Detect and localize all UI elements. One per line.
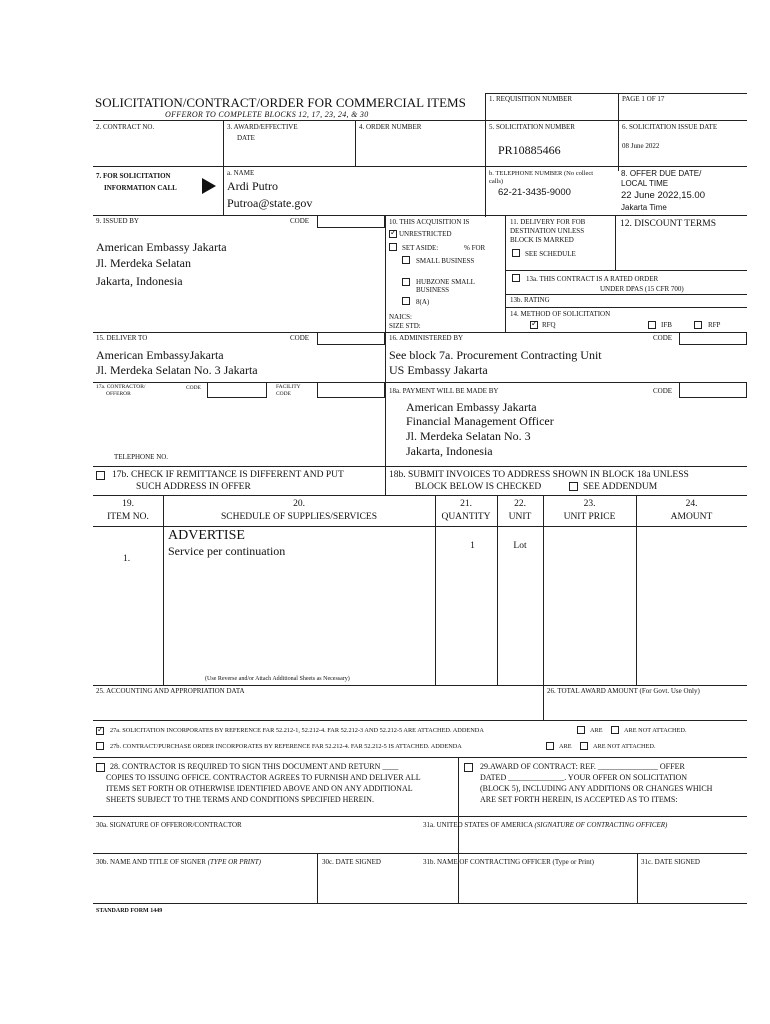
- deliver-to-line1: American EmbassyJakarta: [96, 348, 224, 362]
- telephone-label: b. TELEPHONE NUMBER (No collect: [489, 170, 594, 177]
- clause-27a-checkbox[interactable]: [96, 727, 104, 735]
- block-29-line2: DATED ______________. YOUR OFFER ON SOLICITATION: [480, 773, 688, 782]
- see-schedule-label: SEE SCHEDULE: [525, 250, 576, 258]
- set-aside-label: SET ASIDE:: [402, 244, 439, 252]
- deliver-to-code-label: CODE: [290, 334, 310, 342]
- payment-code-label: CODE: [653, 387, 673, 395]
- solicitation-info-label: 7. FOR SOLICITATION: [96, 172, 171, 180]
- date-signed-label: 30c. DATE SIGNED: [322, 858, 381, 866]
- item-unit: Lot: [513, 541, 527, 551]
- contractor-code-label: CODE: [186, 385, 201, 391]
- col-quantity-label: QUANTITY: [441, 512, 491, 522]
- name-label: a. NAME: [227, 169, 255, 177]
- item-number: 1.: [123, 554, 131, 564]
- block-29-line1: 29.AWARD OF CONTRACT: REF. _______________ OFFER: [480, 762, 685, 771]
- clause-27a-are-not-label: ARE NOT ATTACHED.: [624, 727, 687, 734]
- offer-due-label: 8. OFFER DUE DATE/: [621, 169, 702, 178]
- clause-27a-are-checkbox[interactable]: [577, 726, 585, 734]
- signer-name-label: [96, 859, 261, 867]
- payment-label: 18a. PAYMENT WILL BE MADE BY: [389, 387, 499, 395]
- telephone-label-2: calls): [489, 178, 504, 185]
- form-title: SOLICITATION/CONTRACT/ORDER FOR COMMERCIAL ITEMS: [95, 95, 466, 110]
- see-schedule-checkbox[interactable]: [512, 249, 520, 257]
- rated-order-checkbox[interactable]: [512, 274, 520, 282]
- contractor-label-2: OFFEROR: [106, 391, 131, 397]
- issued-by-code-label: CODE: [290, 217, 310, 225]
- col-amount-num: 24.: [685, 499, 698, 509]
- hubzone-checkbox[interactable]: [402, 278, 410, 286]
- deliver-to-label: 15. DELIVER TO: [96, 334, 148, 342]
- block-28-line4: SHEETS SUBJECT TO THE TERMS AND CONDITIONS SPECIFIED HEREIN.: [106, 795, 374, 804]
- item-quantity: 1: [470, 541, 475, 551]
- col-schedule-label: SCHEDULE OF SUPPLIES/SERVICES: [220, 512, 378, 522]
- rfq-checkbox[interactable]: [530, 321, 538, 329]
- block-28-line2: COPIES TO ISSUING OFFICE. CONTRACTOR AGREES TO FURNISH AND DELIVER ALL: [106, 773, 421, 782]
- rating-label: 13b. RATING: [510, 296, 550, 304]
- remittance-checkbox[interactable]: [96, 471, 105, 480]
- delivery-label: 11. DELIVERY FOR FOB: [510, 218, 586, 226]
- col-unit-price-num: 23.: [583, 499, 596, 509]
- contractor-label: 17a. CONTRACTOR/: [96, 384, 146, 390]
- administered-code-field[interactable]: [679, 332, 747, 345]
- issued-by-line3: Jakarta, Indonesia: [96, 274, 183, 288]
- submit-invoices-label: 18b. SUBMIT INVOICES TO ADDRESS SHOWN IN BLOCK 18a UNLESS: [389, 470, 689, 480]
- see-addendum-label: SEE ADDENDUM: [583, 482, 658, 492]
- rated-order-label-2: UNDER DPAS (15 CFR 700): [600, 285, 684, 293]
- signer-name-prefix: 30b. NAME AND TITLE OF SIGNER: [96, 858, 206, 866]
- telephone-value: 62-21-3435-9000: [498, 187, 571, 198]
- percent-for-label: % FOR: [464, 244, 486, 252]
- submit-invoices-label-2: BLOCK BELOW IS CHECKED: [415, 482, 542, 492]
- rated-order-label: 13a. THIS CONTRACT IS A RATED ORDER: [526, 275, 659, 283]
- block-29-checkbox[interactable]: [464, 763, 473, 772]
- total-award-label: 26. TOTAL AWARD AMOUNT (For Govt. Use Only): [547, 687, 700, 695]
- method-label: 14. METHOD OF SOLICITATION: [510, 310, 611, 318]
- issue-date-value: 08 June 2022: [622, 142, 660, 150]
- item-title: ADVERTISE: [168, 528, 245, 543]
- clause-27b-checkbox[interactable]: [96, 742, 104, 750]
- issued-by-line1: American Embassy Jakarta: [96, 240, 227, 254]
- signature-us-label: [423, 822, 667, 830]
- remittance-label-2: SUCH ADDRESS IN OFFER: [136, 482, 251, 492]
- award-date-label-2: DATE: [237, 134, 255, 142]
- rfp-label: RFP: [708, 321, 721, 329]
- block-28-line3: ITEMS SET FORTH OR OTHERWISE IDENTIFIED ABOVE AND ON ANY ADDITIONAL: [106, 784, 413, 793]
- contact-name: Ardi Putro: [227, 179, 278, 193]
- payment-line4: Jakarta, Indonesia: [406, 444, 493, 458]
- eight-a-label: 8(A): [416, 298, 430, 306]
- hubzone-label-2: BUSINESS: [416, 286, 450, 294]
- set-aside-checkbox[interactable]: [389, 243, 397, 251]
- unrestricted-label: UNRESTRICTED: [399, 230, 452, 238]
- contact-email[interactable]: Putroa@state.gov: [227, 196, 313, 210]
- col-item-num: 19.: [122, 499, 134, 509]
- signature-offeror-label: 30a. SIGNATURE OF OFFEROR/CONTRACTOR: [96, 821, 242, 829]
- block-29-line4: ARE SET FORTH HEREIN, IS ACCEPTED AS TO ITEMS:: [480, 795, 678, 804]
- clause-27b-are-label: ARE: [559, 743, 572, 750]
- clause-27b-are-not-label: ARE NOT ATTACHED.: [593, 743, 656, 750]
- payment-line3: Jl. Merdeka Selatan No. 3: [406, 429, 531, 443]
- discount-terms-label: 12. DISCOUNT TERMS: [620, 219, 716, 229]
- form-number: STANDARD FORM 1449: [96, 908, 163, 914]
- administered-code-label: CODE: [653, 334, 673, 342]
- size-std-label: SIZE STD:: [389, 322, 421, 330]
- rfp-checkbox[interactable]: [694, 321, 702, 329]
- facility-code-field[interactable]: [317, 382, 385, 398]
- administered-line2: US Embassy Jakarta: [389, 363, 488, 377]
- naics-label: NAICS:: [389, 313, 412, 321]
- col-quantity-num: 21.: [460, 499, 472, 509]
- solicitation-number-label: 5. SOLICITATION NUMBER: [489, 123, 575, 131]
- rfq-label: RFQ: [542, 321, 556, 329]
- offer-due-time: Jakarta Time: [621, 203, 667, 212]
- see-addendum-checkbox[interactable]: [569, 482, 578, 491]
- payment-line1: American Embassy Jakarta: [406, 400, 537, 414]
- requisition-number-label: 1. REQUISITION NUMBER: [489, 95, 573, 103]
- col-schedule-num: 20.: [293, 499, 305, 509]
- officer-date-signed-label: 31c. DATE SIGNED: [641, 858, 700, 866]
- acquisition-label: 10. THIS ACQUISITION IS: [389, 218, 470, 226]
- administered-by-label: 16. ADMINISTERED BY: [389, 334, 464, 342]
- award-date-label: 3. AWARD/EFFECTIVE: [227, 123, 298, 131]
- form-subtitle: OFFEROR TO COMPLETE BLOCKS 12, 17, 23, 24, & 30: [165, 110, 369, 119]
- deliver-to-line2: Jl. Merdeka Selatan No. 3 Jakarta: [96, 363, 258, 377]
- page-count: PAGE 1 OF 17: [622, 95, 665, 103]
- issued-by-label: 9. ISSUED BY: [96, 217, 139, 225]
- col-unit-label: UNIT: [508, 512, 532, 522]
- remittance-label: 17b. CHECK IF REMITTANCE IS DIFFERENT AND PUT: [112, 470, 344, 480]
- block-28-checkbox[interactable]: [96, 763, 105, 772]
- payment-code-field[interactable]: [679, 382, 747, 398]
- telephone-no-label: TELEPHONE NO.: [114, 453, 169, 461]
- ifb-checkbox[interactable]: [648, 321, 656, 329]
- clause-27b-text: 27b. CONTRACT/PURCHASE ORDER INCORPORATES BY REFERENCE FAR 52.212-4. FAR 52.212-5 IS ATTACHED. ADDENDA: [110, 743, 462, 750]
- delivery-label-2: DESTINATION UNLESS: [510, 227, 585, 235]
- clause-27b-are-not-checkbox[interactable]: [580, 742, 588, 750]
- clause-27a-are-label: ARE: [590, 727, 603, 734]
- col-item-label: ITEM NO.: [107, 512, 149, 522]
- order-number-label: 4. ORDER NUMBER: [359, 123, 422, 131]
- arrow-right-icon: [202, 178, 216, 194]
- issued-by-code-field[interactable]: [317, 215, 385, 228]
- schedule-footnote: (Use Reverse and/or Attach Additional Sheets as Necessary): [205, 676, 350, 682]
- facility-code-label: FACILITY: [276, 384, 301, 390]
- offer-due-label-2: LOCAL TIME: [621, 179, 669, 188]
- accounting-label: 25. ACCOUNTING AND APPROPRIATION DATA: [96, 687, 245, 695]
- signer-name-italic: (TYPE OR PRINT): [207, 858, 261, 866]
- administered-line1: See block 7a. Procurement Contracting Unit: [389, 348, 602, 362]
- small-business-checkbox[interactable]: [402, 256, 410, 264]
- signature-us-italic: (SIGNATURE OF CONTRACTING OFFICER): [534, 821, 668, 829]
- item-description: Service per continuation: [168, 544, 286, 558]
- small-business-label: SMALL BUSINESS: [416, 257, 475, 265]
- delivery-label-3: BLOCK IS MARKED: [510, 236, 574, 244]
- facility-code-label-2: CODE: [276, 391, 291, 397]
- eight-a-checkbox[interactable]: [402, 297, 410, 305]
- solicitation-number-value: PR10885466: [498, 143, 561, 157]
- clause-27a-are-not-checkbox[interactable]: [611, 726, 619, 734]
- issue-date-label: 6. SOLICITATION ISSUE DATE: [622, 123, 718, 131]
- unrestricted-checkbox[interactable]: [389, 230, 397, 238]
- signature-us-prefix: 31a. UNITED STATES OF AMERICA: [423, 821, 533, 829]
- offer-due-value: 22 June 2022,15.00: [621, 190, 705, 201]
- ifb-label: IFB: [661, 321, 672, 329]
- contractor-code-field[interactable]: [207, 382, 267, 398]
- contracting-officer-name-label: 31b. NAME OF CONTRACTING OFFICER (Type or Print): [423, 858, 595, 866]
- solicitation-info-label-2: INFORMATION CALL: [104, 184, 177, 192]
- issued-by-line2: Jl. Merdeka Selatan: [96, 256, 191, 270]
- clause-27a-text: 27a. SOLICITATION INCORPORATES BY REFERENCE FAR 52.212-1, 52.212-4. FAR 52.212-3 AND 52.212-5 ARE ATTACHED. ADDENDA: [110, 727, 484, 734]
- payment-line2: Financial Management Officer: [406, 414, 554, 428]
- col-unit-num: 22.: [514, 499, 526, 509]
- contract-no-label: 2. CONTRACT NO.: [96, 123, 155, 131]
- deliver-to-code-field[interactable]: [317, 332, 385, 345]
- clause-27b-are-checkbox[interactable]: [546, 742, 554, 750]
- hubzone-label: HUBZONE SMALL: [416, 278, 475, 286]
- col-unit-price-label: UNIT PRICE: [563, 512, 616, 522]
- block-28-line1: 28. CONTRACTOR IS REQUIRED TO SIGN THIS DOCUMENT AND RETURN ____: [110, 762, 399, 771]
- col-amount-label: AMOUNT: [670, 512, 713, 522]
- block-29-line3: (BLOCK 5), INCLUDING ANY ADDITIONS OR CHANGES WHICH: [480, 784, 713, 793]
